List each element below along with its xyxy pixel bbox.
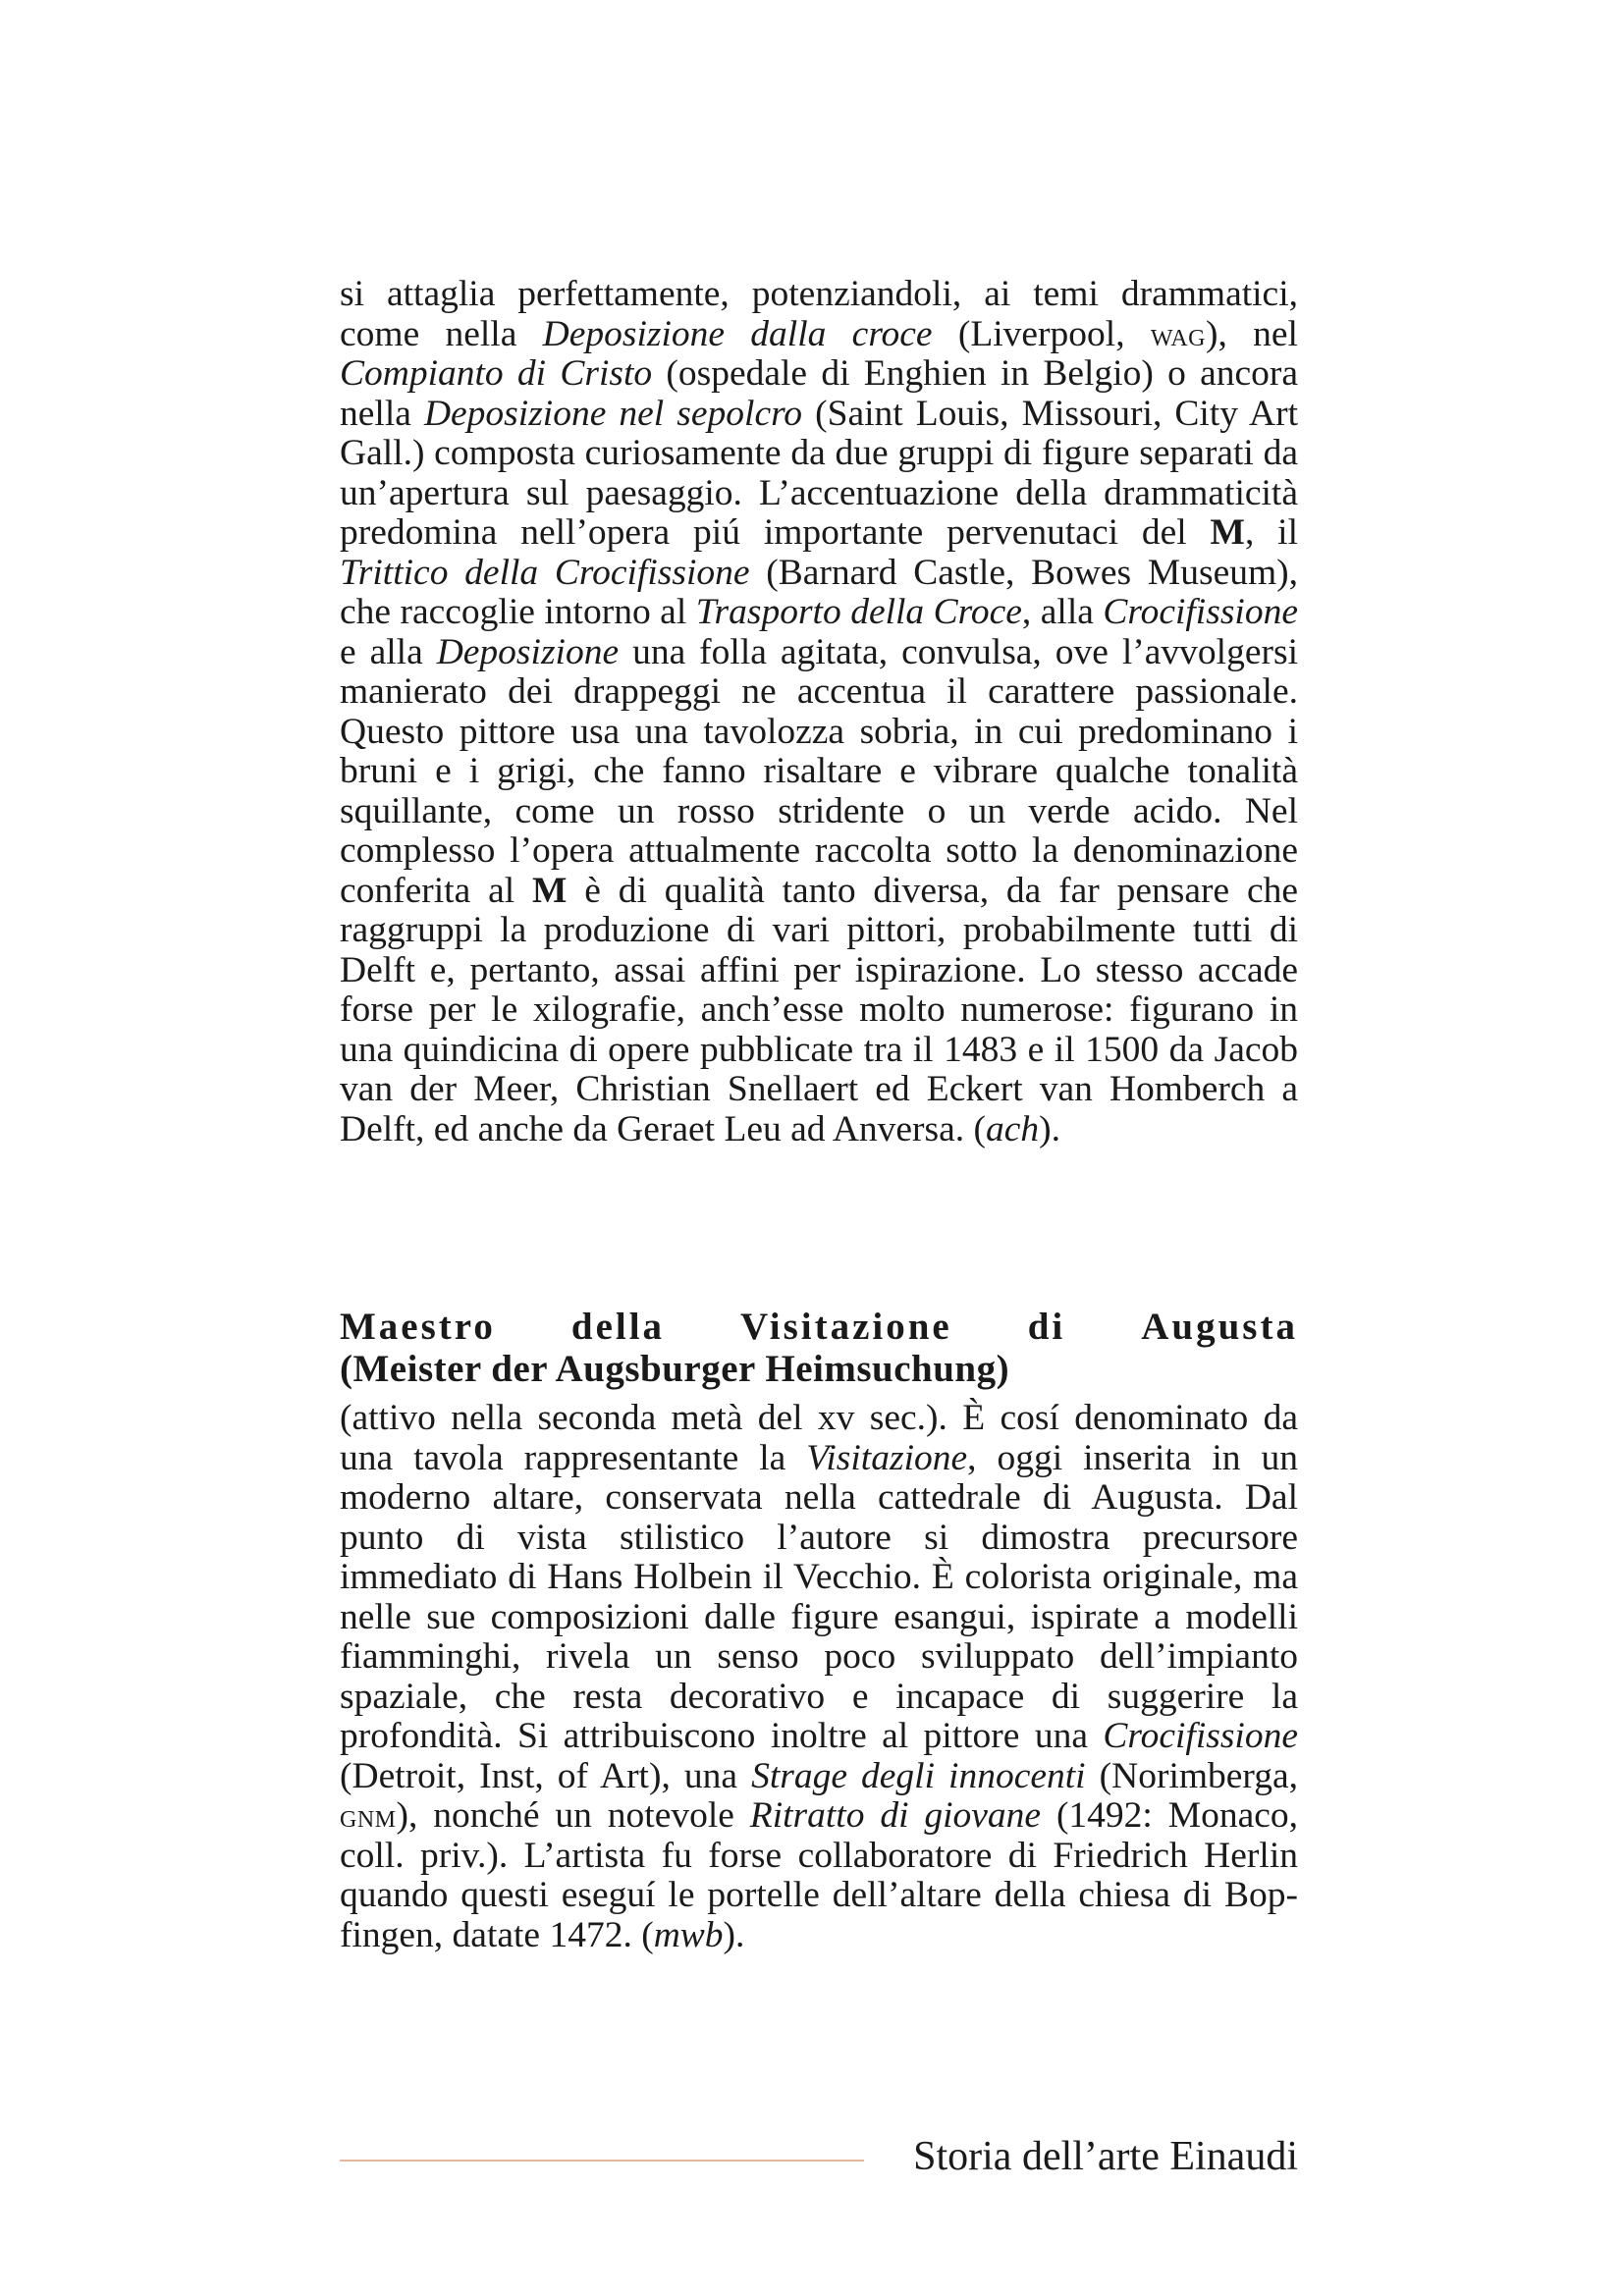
- footer-title: Storia dell’arte Einaudi: [913, 2134, 1298, 2179]
- text-run: (ospedale di Enghien in Belgio) o ancora nella: [340, 353, 1298, 434]
- author-initials: ach: [986, 1108, 1040, 1149]
- heading-word: Augusta: [1141, 1306, 1298, 1348]
- master-abbreviation: M: [1210, 512, 1245, 553]
- entry-heading-line-2: (Meister der Augsburger Heimsuchung): [340, 1348, 1010, 1390]
- text-run: , il: [1244, 512, 1298, 553]
- text-run: è di qualità tanto diversa, da far pensare che raggruppi la produzione di vari pittori, probabilmente tutti di Delft e, pertanto, assai affini per ispirazione. Lo stesso accade forse per le xilografie, anch’esse molto numerose: figurano in una quindicina di opere pubblicate tra il 1483 e il 1500 da Jacob van der Meer, Christian Snellaert ed Eckert van Homberch a Delft, ed anche da Geraet Leu ad Anversa. (: [340, 870, 1298, 1149]
- text-run: una folla agitata, convulsa, ove l’avvolgersi manierato dei drappeggi ne accentua il carattere passionale. Questo pittore usa una tavolozza sobria, in cui predominano i bruni e i grigi, che fanno risaltare e vibrare qualche tonalità squillante, come un rosso stridente o un verde acido. Nel complesso l’opera attualmente raccolta sotto la denominazione conferita al: [340, 631, 1298, 911]
- heading-word: di: [1027, 1306, 1066, 1348]
- text-run: (Detroit, Inst, of Art), una: [340, 1755, 752, 1796]
- text-run: (Barnard Castle, Bowes Museum), che raccoglie intorno al: [340, 552, 1298, 632]
- author-initials: mwb: [653, 1914, 724, 1955]
- museum-abbreviation: gnm: [340, 1797, 397, 1835]
- heading-word: Visitazione: [740, 1306, 952, 1348]
- artwork-title: Trasporto della Croce: [695, 592, 1022, 632]
- master-abbreviation: M: [531, 870, 568, 911]
- artwork-title: Deposizione: [436, 631, 620, 672]
- artwork-title: Crocifissione: [1103, 592, 1298, 632]
- artwork-title: Visitazione: [806, 1437, 968, 1478]
- text-run: e alla: [340, 631, 437, 672]
- artwork-title: Crocifissione: [1103, 1716, 1298, 1756]
- artwork-title: Strage degli innocenti: [751, 1755, 1086, 1796]
- artwork-title: Trittico della Crocifissione: [340, 552, 750, 593]
- heading-word: Maestro: [340, 1306, 496, 1348]
- text-run: ), nonché un notevole: [396, 1795, 750, 1836]
- artwork-title: Ritratto di giovane: [749, 1795, 1042, 1836]
- text-run: (attivo nella seconda metà del xv sec.). È cosí denominato da una tavola rappresentante la: [340, 1398, 1298, 1478]
- artwork-title: Compianto di Cristo: [340, 353, 653, 394]
- entry-heading: [340, 1306, 1298, 1390]
- text-run: , alla: [1021, 592, 1104, 632]
- entry-maestro-visitazione-text: [340, 1399, 1298, 1955]
- entry-maestro-delft-text: [340, 275, 1298, 1149]
- text-run: (Norimberga,: [1085, 1755, 1299, 1796]
- text-run: (Saint Louis, Missouri, City Art Gall.) composta curiosamente da due gruppi di figure separati da un’apertura sul paesaggio. L’accentuazione della drammaticità predomina nell’opera piú importante pervenutaci del: [340, 393, 1298, 553]
- text-run: ), nel: [1206, 313, 1298, 354]
- text-run: , oggi inserita in un moderno altare, conservata nella cattedrale di Augusta. Dal punto di vista stilistico l’autore si dimostra precursore immediato di Hans Holbein il Vecchio. È colorista originale, ma nelle sue composizioni dalle figure esangui, ispirate a modelli fiamminghi, rivela un senso poco sviluppato dell’impianto spaziale, che resta decorativo e incapace di suggerire la profondità. Si attribuiscono inoltre al pittore una: [340, 1437, 1299, 1756]
- artwork-title: Deposizione dalla croce: [542, 313, 933, 354]
- entry-heading-line-1: [340, 1306, 1298, 1348]
- footer-rule: [340, 2160, 864, 2162]
- text-run: ).: [723, 1914, 745, 1955]
- text-run: si attaglia perfettamente, potenziandoli, ai temi drammatici, come nella: [340, 274, 1298, 354]
- heading-word: della: [570, 1306, 666, 1348]
- artwork-title: Deposizione nel sepolcro: [423, 393, 803, 434]
- museum-abbreviation: wag: [1150, 315, 1207, 353]
- text-run: (1492: Monaco, coll. priv.). L’artista fu forse collaboratore di Friedrich Herlin quando questi eseguí le portelle dell’altare della chiesa di Bopfingen, datate 1472. (: [340, 1795, 1298, 1955]
- text-run: (Liverpool,: [932, 313, 1151, 354]
- text-run: ).: [1039, 1108, 1061, 1149]
